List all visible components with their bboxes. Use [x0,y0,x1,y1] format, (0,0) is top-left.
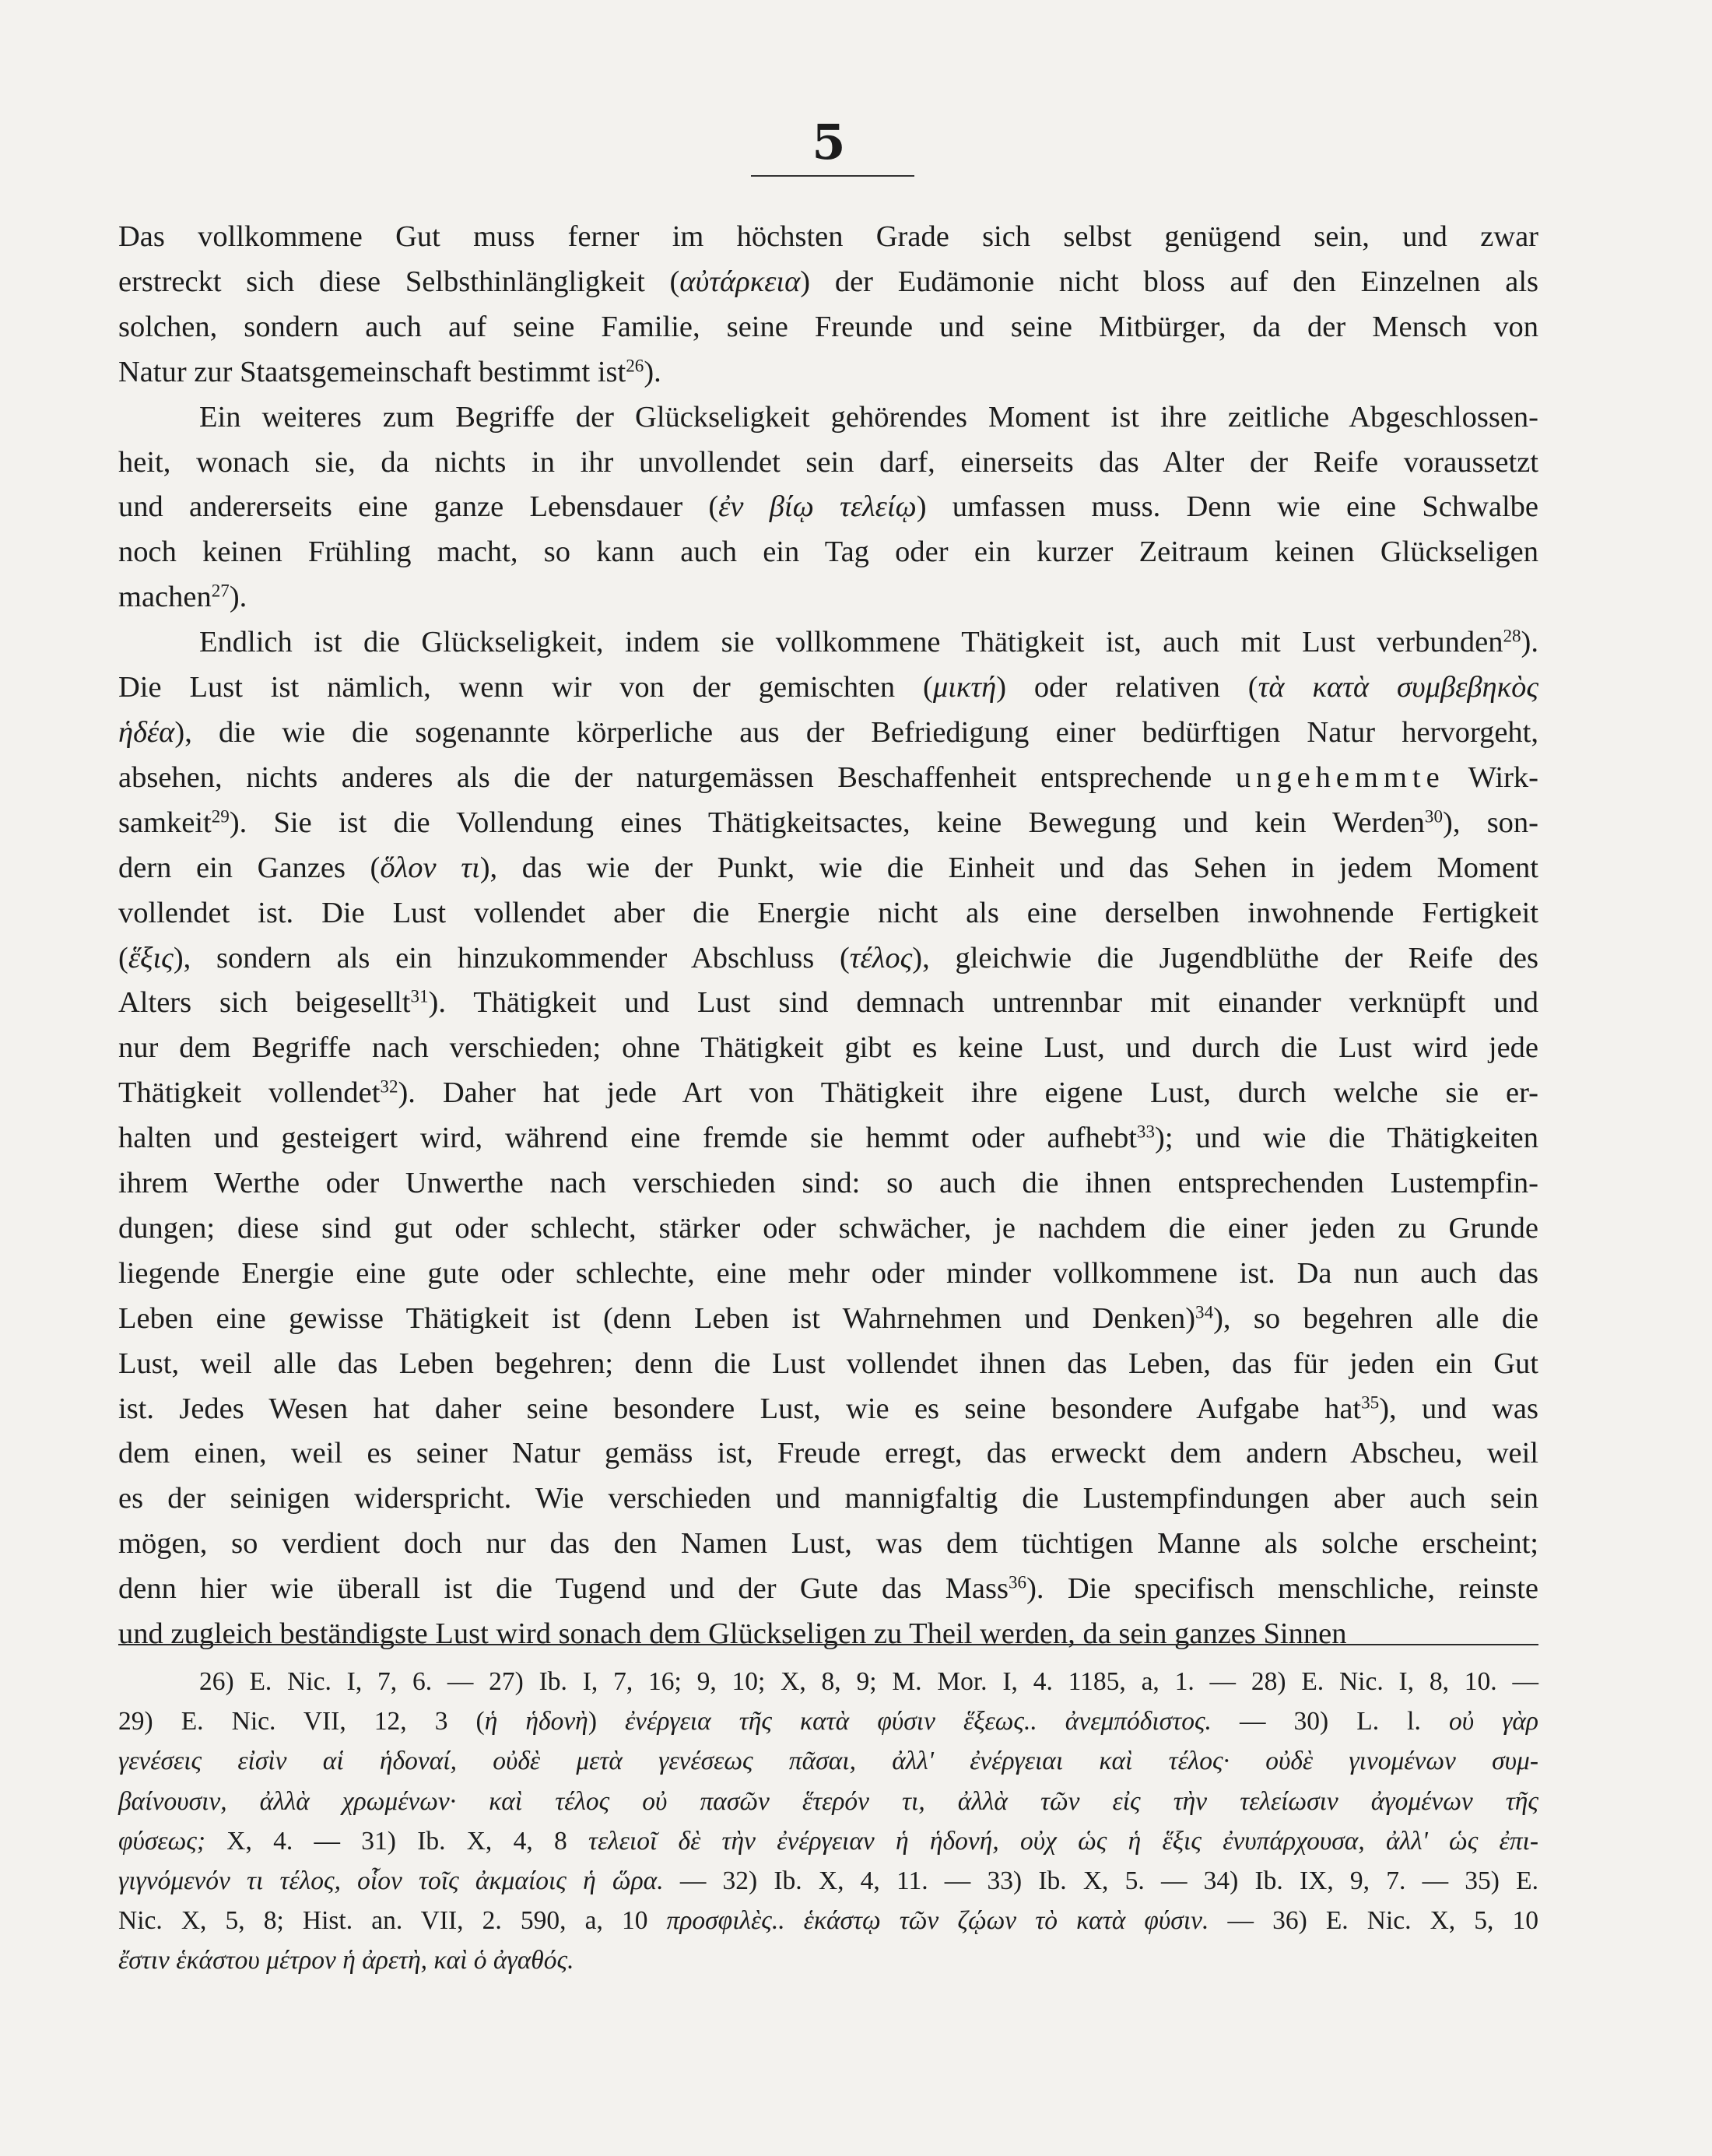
text-segment: — 30) L. l. [1211,1707,1449,1736]
text-segment: dem einen, weil es seiner Natur gemäss ist, Freude erregt, das erweckt dem andern Abscheu, weil [118,1437,1538,1470]
text-segment: nur dem Begriffe nach verschieden; ohne Thätigkeit gibt es keine Lust, und durch die Lust wird jede [118,1031,1538,1065]
text-segment: ); und wie die Thätigkeiten [1155,1122,1538,1155]
footnote-ref: 28 [1503,625,1521,646]
body-line [118,756,1538,801]
page-number: 5 [812,114,846,170]
text-segment: Natur zur Staatsgemeinschaft bestimmt ist [118,355,626,388]
text-segment: denn hier wie überall ist die Tugend und der Gute das Mass [118,1572,1009,1606]
body-line [118,441,1538,486]
greek-text: τελειοῖ δὲ τὴν ἐνέργειαν ἡ ἡδονή, οὐχ ὡς ἡ ἕξις ἐνυπάρχουσα, ἀλλ' ὡς ἐπι- [588,1826,1538,1856]
text-segment: ). Sie ist die Vollendung eines Thätigkeitsactes, keine Bewegung und kein Werden [229,806,1425,839]
body-text [118,215,1538,1657]
greek-text: ἡδέα [118,715,175,749]
body-line [118,575,1538,620]
footnote-ref: 36 [1008,1571,1027,1592]
footnote-ref: 33 [1136,1121,1156,1142]
footnote-ref: 27 [211,580,230,601]
body-line [118,846,1538,891]
body-line [118,1477,1538,1522]
text-segment: Leben eine gewisse Thätigkeit ist (denn Leben ist Wahrnehmen und Denken) [118,1301,1196,1335]
footnote-line [118,1821,1538,1861]
text-segment: Das vollkommene Gut muss ferner im höchsten Grade sich selbst genügend sein, und zwar [118,220,1538,253]
greek-text: ἐν βίῳ τελείῳ [718,490,917,524]
footnote-ref: 29 [211,806,230,827]
footnote-line [118,1782,1538,1821]
body-line [118,936,1538,981]
text-segment: ) umfassen muss. Denn wie eine Schwalbe [916,490,1538,524]
body-line [118,395,1538,441]
text-segment: 29) E. Nic. VII, 12, 3 ( [118,1707,485,1736]
footnote-ref: 34 [1195,1301,1214,1322]
footnote-line [118,1701,1538,1741]
text-segment: ), und was [1379,1392,1538,1425]
text-segment: Thätigkeit vollendet [118,1076,381,1110]
footnote-line [118,1662,1538,1701]
body-line [118,1297,1538,1342]
greek-text: βαίνουσιν, ἀλλὰ χρωμένων· καὶ τέλος οὐ πασῶν ἕτερόν τι, ἀλλὰ τῶν εἰς τὴν τελείωσιν ἀγομένων τῆς [118,1786,1538,1816]
body-line [118,801,1538,846]
text-segment: und andererseits eine ganze Lebensdauer ( [118,490,719,524]
text-segment: mögen, so verdient doch nur das den Namen Lust, was dem tüchtigen Manne als solche erscheint; [118,1527,1538,1561]
text-segment: ). Die specifisch menschliche, reinste [1026,1572,1538,1606]
header-rule [751,175,914,177]
text-segment: samkeit [118,806,212,839]
footnote-ref: 31 [410,985,429,1006]
greek-text: ἔστιν ἑκάστου μέτρον ἡ ἀρετὴ, καὶ ὁ ἀγαθός. [118,1946,574,1975]
text-segment: liegende Energie eine gute oder schlechte, eine mehr oder minder vollkommene ist. Da nun auch das [118,1256,1538,1290]
text-segment: vollendet ist. Die Lust vollendet aber die Energie nicht als eine derselben inwohnende Fertigkeit [118,896,1538,929]
body-line [118,711,1538,756]
footnote-ref: 35 [1361,1391,1380,1412]
greek-text: οὐ γὰρ [1448,1707,1538,1736]
body-line [118,530,1538,575]
text-segment: dern ein Ganzes ( [118,851,381,884]
greek-text: γενέσεις εἰσὶν αἱ ἡδοναί, οὐδὲ μετὰ γενέσεως πᾶσαι, ἀλλ' ἐνέργειαι καὶ τέλος· οὐδὲ γινομένων συμ- [118,1747,1538,1776]
text-segment: solchen, sondern auch auf seine Familie, seine Freunde und seine Mitbürger, da der Mensch von [118,310,1538,343]
greek-text: ἡ ἡδονὴ [484,1707,588,1736]
footnote-ref: 26 [626,355,644,376]
body-line [118,1522,1538,1567]
text-segment: ihrem Werthe oder Unwerthe nach verschieden sind: so auch die ihnen entsprechenden Lustempfin- [118,1167,1538,1200]
text-segment: heit, wonach sie, da nichts in ihr unvollendet sein darf, einerseits das Alter der Reife voraussetzt [118,445,1538,479]
greek-text: μικτή [932,671,997,704]
text-segment: noch keinen Frühling macht, so kann auch ein Tag oder ein kurzer Zeitraum keinen Glückseligen [118,535,1538,569]
body-line [118,1567,1538,1612]
text-segment: Endlich ist die Glückseligkeit, indem sie vollkommene Thätigkeit ist, auch mit Lust verbunden [199,626,1503,659]
text-segment: Alters sich beigesellt [118,986,411,1020]
greek-text: προσφιλὲς.. ἑκάστῳ τῶν ζῴων τὸ κατὰ φύσιν. [666,1906,1209,1936]
text-segment: halten und gesteigert wird, während eine fremde sie hemmt oder aufhebt [118,1122,1137,1155]
footnote-line [118,1901,1538,1940]
body-line [118,1431,1538,1477]
text-segment: und zugleich beständigste Lust wird sonach dem Glückseligen zu Theil werden, da sein ganzes Sinnen [118,1617,1347,1651]
text-segment: ( [118,941,128,974]
text-segment: ). [229,581,247,614]
body-line [118,350,1538,395]
text-segment: ist. Jedes Wesen hat daher seine besondere Lust, wie es seine besondere Aufgabe hat [118,1392,1362,1425]
footnotes [118,1662,1538,1981]
text-segment: ). Thätigkeit und Lust sind demnach untrennbar mit einander verknüpft und [428,986,1538,1020]
footnote-line [118,1940,1538,1980]
text-segment: absehen, nichts anderes als die der naturgemässen Beschaffenheit entsprechende [118,760,1236,794]
text-segment: Wirk- [1444,760,1538,794]
greek-text: ἐνέργεια τῆς κατὰ φύσιν ἕξεως.. ἀνεμπόδιστος. [625,1707,1212,1736]
body-line [118,891,1538,936]
body-line [118,1206,1538,1252]
greek-text: ὅλον τι [380,851,480,884]
body-line [118,215,1538,260]
text-segment: ). [1521,626,1538,659]
text-segment: Ein weiteres zum Begriffe der Glückseligkeit gehörendes Moment ist ihre zeitliche Abgeschlossen- [199,400,1538,434]
text-segment: X, 4. — 31) Ib. X, 4, 8 [205,1826,588,1856]
footnote-ref: 32 [380,1076,398,1097]
body-line [118,1161,1538,1206]
text-segment: ). Daher hat jede Art von Thätigkeit ihre eigene Lust, durch welche sie er- [398,1076,1538,1110]
body-line [118,1342,1538,1387]
text-segment: ) [588,1707,626,1736]
text-segment: ), gleichwie die Jugendblüthe der Reife des [912,941,1538,974]
text-segment: Die Lust ist nämlich, wenn wir von der gemischten ( [118,671,933,704]
greek-text: γιγνόμενόν τι τέλος, οἷον τοῖς ἀκμαίοις ἡ ὥρα. [118,1866,664,1896]
greek-text: φύσεως; [118,1826,206,1856]
text-segment: Nic. X, 5, 8; Hist. an. VII, 2. 590, a, 10 [118,1906,667,1936]
body-line [118,260,1538,305]
body-line [118,665,1538,711]
greek-text: αὐτάρκεια [679,265,801,298]
text-segment: erstreckt sich diese Selbsthinlängligkeit ( [118,265,680,298]
text-segment: ), so begehren alle die [1213,1301,1538,1335]
body-line [118,1612,1538,1657]
body-line [118,1026,1538,1071]
body-line [118,1071,1538,1116]
body-line [118,1116,1538,1161]
greek-text: τέλος [849,941,913,974]
body-line [118,485,1538,530]
text-segment: machen [118,581,212,614]
body-line [118,1252,1538,1297]
text-segment: ), die wie die sogenannte körperliche aus der Befriedigung einer bedürftigen Natur hervorgeht, [174,715,1538,749]
footnote-ref: 30 [1424,806,1444,827]
text-segment: ) der Eudämonie nicht bloss auf den Einzelnen als [800,265,1538,298]
footnote-line [118,1741,1538,1781]
text-segment: Lust, weil alle das Leben begehren; denn die Lust vollendet ihnen das Leben, das für jeden ein Gut [118,1347,1538,1380]
text-segment: 26) E. Nic. I, 7, 6. — 27) Ib. I, 7, 16; 9, 10; X, 8, 9; M. Mor. I, 4. 1185, a, 1. — 28) E. Nic. I, 8, 10. — [199,1667,1538,1696]
text-segment: — 36) E. Nic. X, 5, 10 [1209,1906,1538,1936]
greek-text: ἕξις [128,941,174,974]
text-segment: ), das wie der Punkt, wie die Einheit und das Sehen in jedem Moment [479,851,1538,884]
body-line [118,620,1538,665]
text-segment: ungehemmte [1235,760,1445,794]
footnote-rule [118,1644,1538,1645]
footnote-line [118,1861,1538,1901]
body-line [118,1387,1538,1432]
text-segment: ), sondern als ein hinzukommender Abschluss ( [173,941,850,974]
body-line [118,981,1538,1026]
text-segment: es der seinigen widerspricht. Wie verschieden und mannigfaltig die Lustempfindungen aber auch sein [118,1482,1538,1515]
text-segment: ), son- [1443,806,1538,839]
text-segment: — 32) Ib. X, 4, 11. — 33) Ib. X, 5. — 34) Ib. IX, 9, 7. — 35) E. [663,1866,1538,1896]
body-line [118,305,1538,350]
greek-text: τὰ κατὰ συμβεβηκὸς [1258,671,1538,704]
text-segment: dungen; diese sind gut oder schlecht, stärker oder schwächer, je nachdem die einer jeden zu Grunde [118,1211,1538,1245]
text-segment: ). [644,355,661,388]
text-segment: ) oder relativen ( [996,671,1258,704]
